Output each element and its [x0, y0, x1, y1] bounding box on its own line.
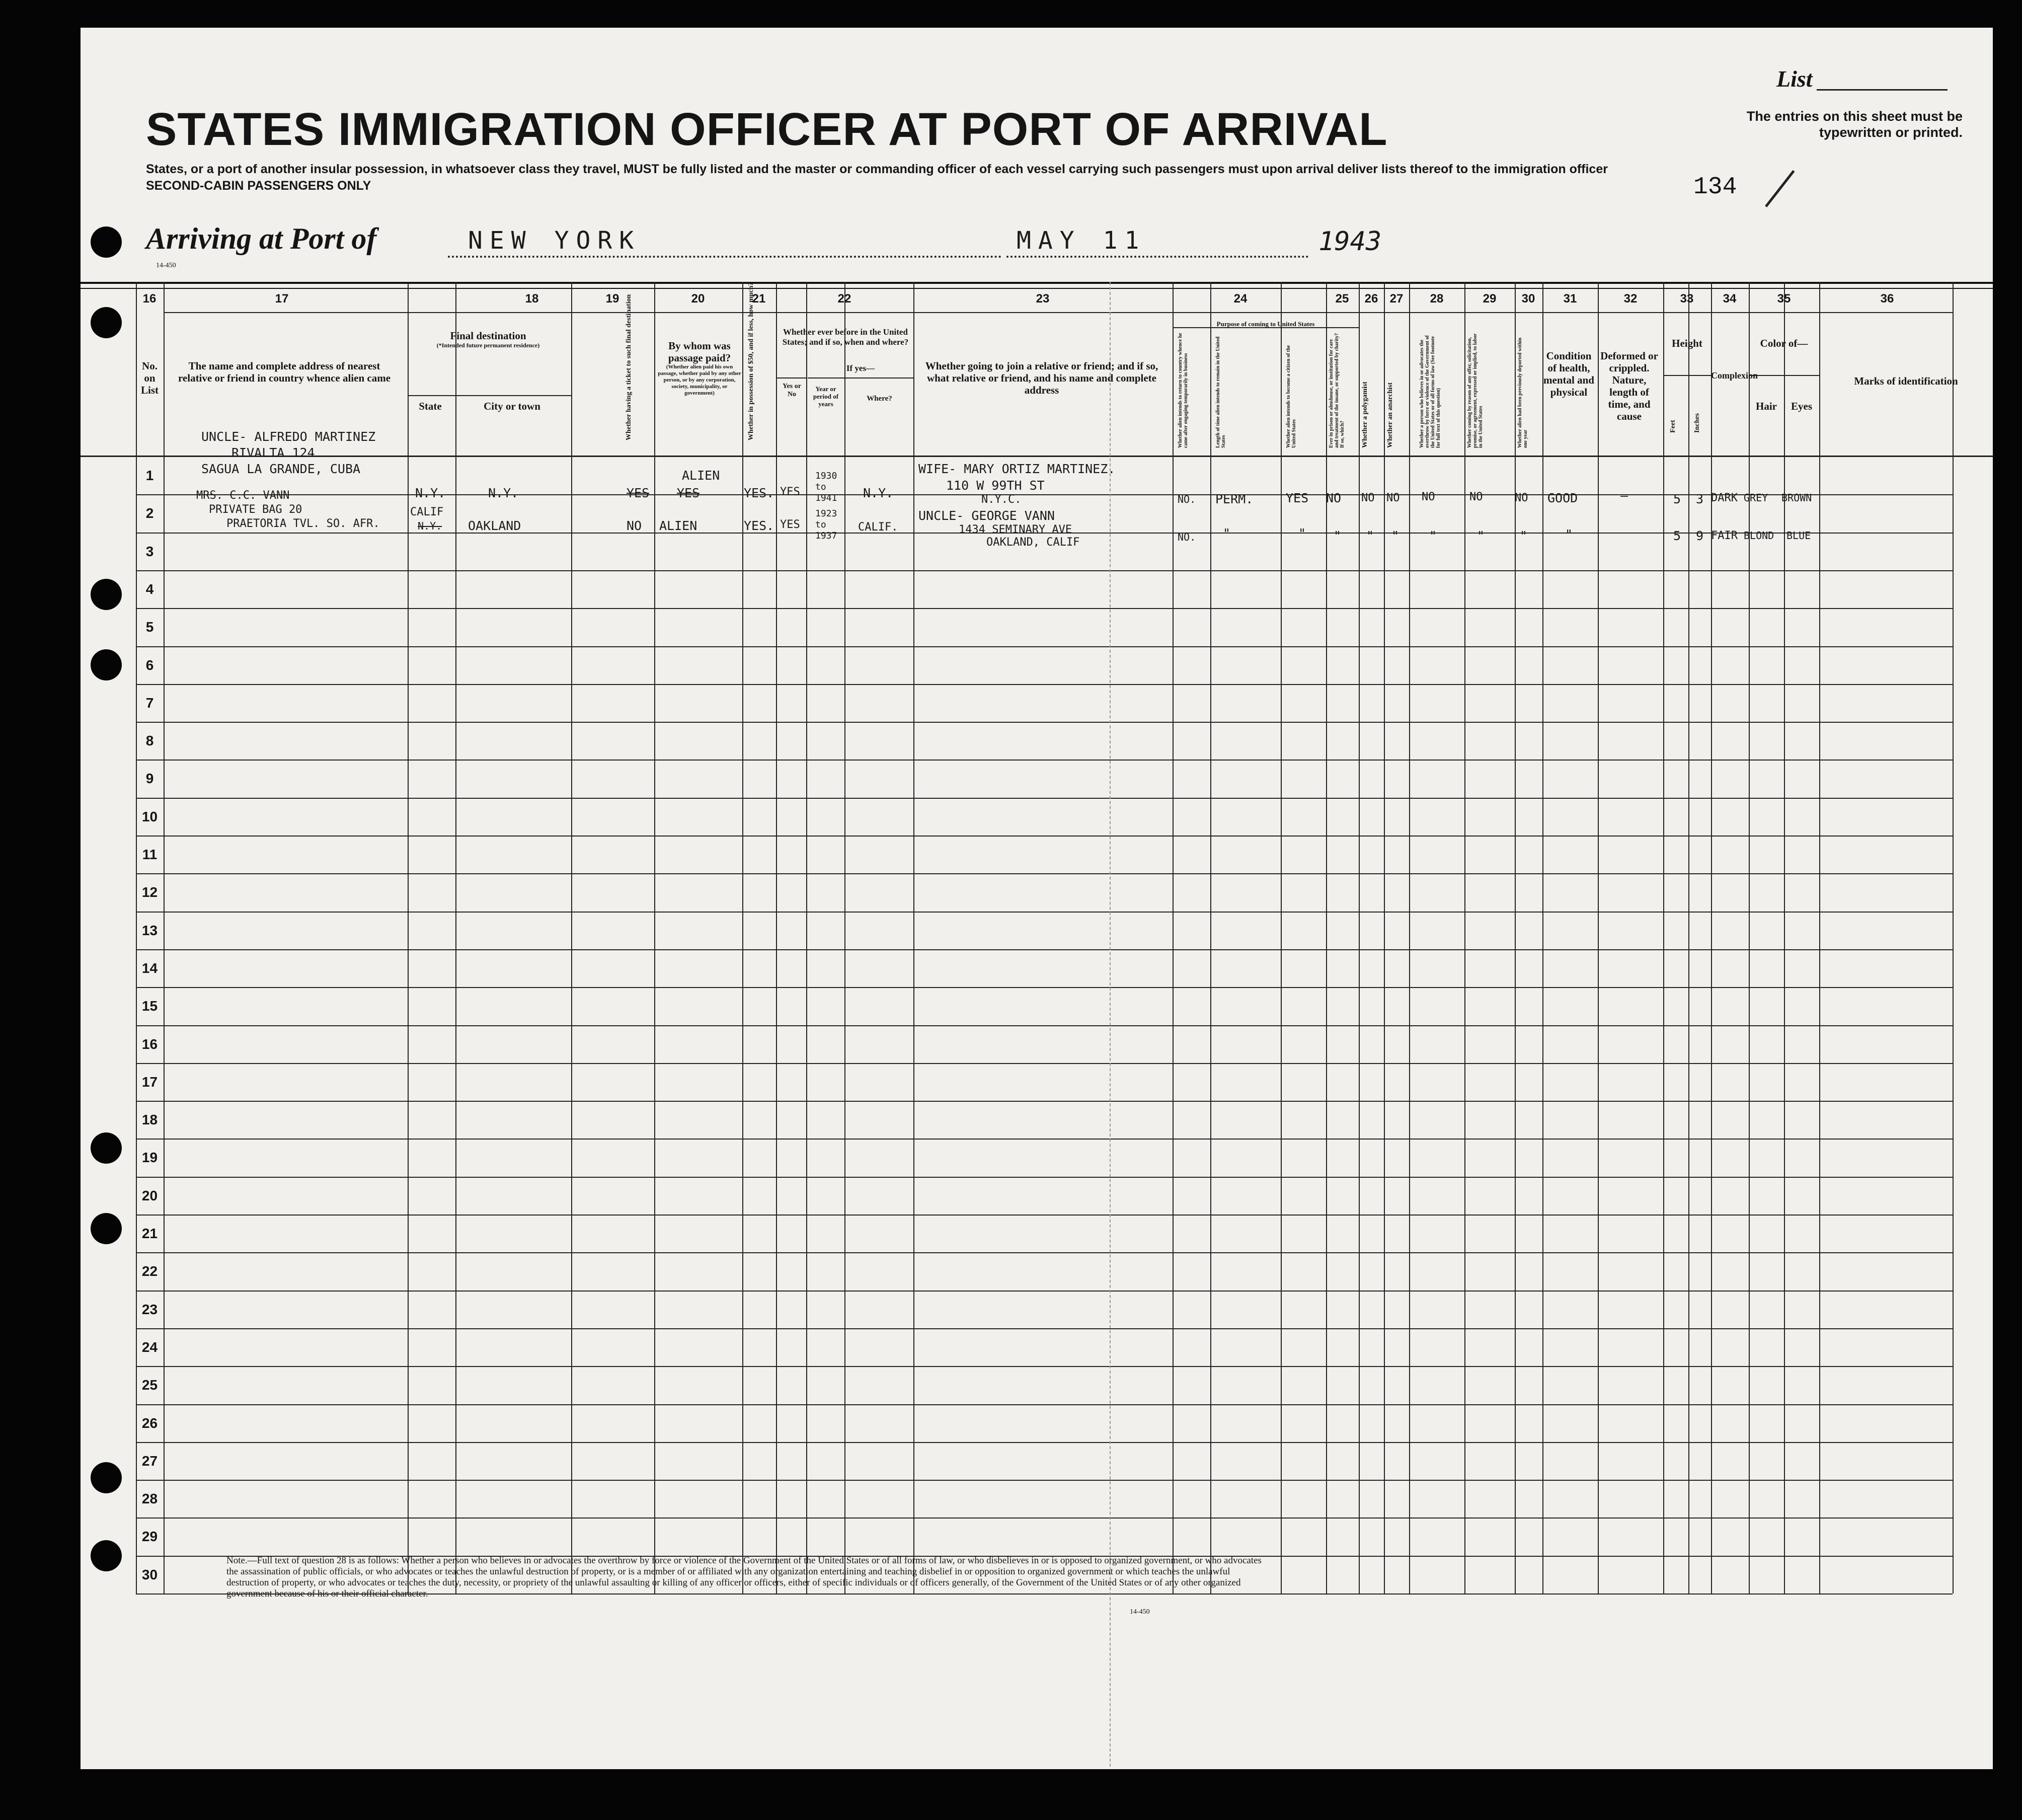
dest-state: CALIF	[410, 506, 444, 518]
table-top-rule-2	[81, 288, 1993, 289]
column-number: 24	[1233, 292, 1248, 306]
header-relative: The name and complete address of nearest relative or friend in country whence alien came	[178, 360, 391, 384]
header-subrule	[1749, 375, 1819, 376]
header-where: Where?	[867, 395, 892, 403]
row-rule	[136, 987, 1953, 988]
column-rule	[1663, 282, 1664, 1594]
where-in-us: CALIF.	[858, 521, 898, 534]
row-rule	[136, 912, 1953, 913]
column-number: 17	[275, 292, 289, 306]
column-number: 27	[1389, 292, 1404, 306]
header-yes-no: Yes or No	[783, 383, 801, 398]
arrival-port: NEW YORK	[468, 226, 641, 255]
header-anarchist: Whether an anarchist	[1386, 382, 1394, 448]
column-rule	[913, 282, 914, 1594]
header-subrule	[408, 395, 571, 396]
dest-state: N.Y.	[415, 486, 446, 500]
column-number: 23	[1036, 292, 1050, 306]
column-rule	[1953, 282, 1954, 1594]
polygamist: "	[1366, 528, 1374, 543]
column-number: 22	[837, 292, 851, 306]
punch-hole	[91, 226, 122, 258]
column-rule	[1711, 282, 1712, 1594]
punch-hole	[91, 649, 122, 680]
header-height: Height	[1672, 337, 1702, 349]
before-in-us: YES	[780, 518, 800, 531]
punch-hole	[91, 1132, 122, 1164]
row-rule	[136, 760, 1953, 761]
row-rule	[136, 1177, 1953, 1178]
health: "	[1565, 527, 1573, 542]
header-color: Color of—	[1760, 337, 1808, 349]
row-number: 4	[145, 581, 154, 597]
header-final-destination-label: Final destination	[450, 330, 526, 342]
header-paid-by-note: (Whether alien paid his own passage, whether paid by any other person, or by any corporation, society, municipality, or government)	[658, 364, 741, 396]
relative-address: RIVALTA 124	[231, 445, 315, 460]
fifty-dollars: YES.	[744, 486, 774, 500]
header-joining: Whether going to join a relative or friend; and if so, what relative or friend, and his name and complete address	[925, 360, 1158, 396]
row-number: 7	[145, 695, 154, 711]
row-rule	[136, 1328, 1953, 1329]
column-rule	[1281, 282, 1282, 1594]
row-number: 25	[141, 1377, 158, 1393]
q29-answer: NO	[1469, 491, 1483, 503]
row-rule	[136, 1252, 1953, 1253]
health: GOOD	[1547, 491, 1578, 505]
row-number: 17	[141, 1074, 158, 1090]
header-prison: Ever in prison or almshouse, or institution for care and treatment of the insane, or supported by charity? If so, which?	[1329, 333, 1345, 448]
length-of-stay: PERM.	[1215, 492, 1254, 506]
column-rule	[844, 282, 845, 1594]
manifest-sheet	[81, 28, 1993, 1769]
dest-city: OAKLAND	[468, 518, 521, 533]
column-rule	[776, 282, 777, 1594]
row-rule	[136, 570, 1953, 571]
punch-hole	[91, 1213, 122, 1244]
row-rule	[136, 1480, 1953, 1481]
header-subtitle: States, or a port of another insular possession, in whatsoever class they travel, MUST be fully listed and the master or commanding officer of each vessel carrying such passengers must upon arrival deliver lists thereof to the immigration officer	[146, 162, 1608, 176]
column-rule	[408, 282, 409, 1594]
row-number: 13	[141, 922, 158, 938]
row-number: 29	[141, 1529, 158, 1545]
row-rule	[136, 1366, 1953, 1367]
form-code-bottom: 14-450	[1130, 1608, 1150, 1616]
header-subrule	[808, 377, 913, 378]
header-deformed: Deformed or crippled. Nature, length of time, and cause	[1600, 350, 1658, 422]
paid-by: ALIEN	[682, 468, 720, 483]
row-number: 22	[141, 1263, 158, 1279]
header-return: Whether alien intends to return to country whence he came after engaging temporarily in business	[1178, 333, 1189, 448]
header-paid-by-label: By whom was passage paid?	[668, 340, 731, 364]
footnote: Note.—Full text of question 28 is as follows: Whether a person who believes in or advocates the overthrow by force or violence of the Government of the United States or of all forms of law, or who disbelieves in or is opposed to organized government, or who advocates the assassination of public officials, or who advocates or teaches the unlawful destruction of property, or is a member of or affiliated with any organization entertaining and teaching disbelief in or opposition to organized government or which teaches the unlawful destruction of property, or who advocates or teaches the duty, necessity, or propriety of the unlawful assaulting or killing of any officer or officers, either of specific individuals or of officers generally, of the Government of the United States or of any other organized government because of his or their official character.	[226, 1555, 1262, 1599]
header-rule	[81, 456, 1993, 457]
list-underline	[1817, 89, 1948, 91]
punch-hole	[91, 1462, 122, 1493]
relative-address: PRIVATE BAG 20	[209, 503, 302, 516]
column-number: 20	[691, 292, 705, 306]
paid-by: ALIEN	[659, 518, 697, 533]
relative-city: PRAETORIA TVL. SO. AFR.	[226, 517, 380, 530]
header-subtitle-2: SECOND-CABIN PASSENGERS ONLY	[146, 179, 371, 193]
column-number: 35	[1777, 292, 1791, 306]
column-rule	[571, 282, 572, 1594]
row-rule	[136, 1404, 1953, 1405]
row-number: 30	[141, 1566, 158, 1582]
date-dotted-line	[1006, 256, 1308, 258]
list-label: List	[1776, 66, 1813, 92]
citizen-intent: YES	[1286, 491, 1309, 505]
where-in-us: N.Y.	[863, 486, 894, 500]
joining-address: 110 W 99TH ST	[946, 478, 1045, 493]
table-top-rule	[81, 282, 1993, 284]
row-number: 6	[145, 657, 154, 673]
header-marks: Marks of identification	[1854, 375, 1958, 387]
polygamist: NO	[1361, 492, 1375, 504]
deported: NO	[1515, 492, 1528, 504]
arrival-year: 1943	[1318, 226, 1382, 257]
return-intent: NO.	[1178, 493, 1196, 505]
row-number: 20	[141, 1187, 158, 1203]
punch-hole	[91, 307, 122, 338]
complexion: DARK	[1711, 492, 1738, 504]
relative-city: SAGUA LA GRANDE, CUBA	[201, 462, 361, 476]
row-rule	[136, 949, 1953, 950]
joining-name: WIFE- MARY ORTIZ MARTINEZ.	[918, 462, 1116, 476]
row-rule	[136, 1518, 1953, 1519]
column-number: 25	[1335, 292, 1349, 306]
hair-color: BLOND	[1744, 529, 1774, 542]
height-inches: 9	[1696, 528, 1704, 543]
arrival-date: MAY 11	[1017, 226, 1146, 255]
row-number: 3	[145, 543, 154, 559]
eye-color: BROWN	[1781, 492, 1812, 504]
column-number: 34	[1723, 292, 1737, 306]
column-number: 31	[1563, 292, 1577, 306]
row-rule	[136, 1442, 1953, 1443]
row-number: 14	[141, 960, 158, 976]
prison: "	[1334, 528, 1342, 543]
header-subrule	[776, 377, 806, 378]
relative-name: MRS. C.C. VANN	[196, 489, 290, 502]
q29-answer: "	[1477, 528, 1485, 543]
row-rule	[136, 684, 1953, 685]
complexion: FAIR	[1711, 529, 1738, 542]
column-rule	[1688, 282, 1689, 1594]
column-rule	[1749, 282, 1750, 1594]
ticket: NO	[627, 518, 642, 533]
form-code: 14-450	[156, 262, 176, 269]
header-final-destination-note: (*Intended future permanent residence)	[436, 342, 540, 349]
column-rule	[1173, 282, 1174, 1594]
column-number: 28	[1430, 292, 1444, 306]
header-eyes: Eyes	[1791, 400, 1812, 412]
column-number: 18	[525, 292, 539, 306]
header-polygamist: Whether a polygamist	[1361, 382, 1369, 448]
column-number: 33	[1680, 292, 1694, 306]
arrival-label: Arriving at Port of	[146, 222, 377, 255]
row-number: 15	[141, 998, 158, 1014]
column-rule	[1384, 282, 1385, 1594]
relative-name: UNCLE- ALFREDO MARTINEZ	[201, 429, 376, 444]
column-rule	[1819, 282, 1820, 1594]
row-rule	[136, 608, 1953, 609]
header-no-on-list: No. on List	[140, 360, 159, 396]
column-rule	[1409, 282, 1410, 1594]
entries-note: The entries on this sheet must be typewritten or printed.	[1746, 109, 1963, 140]
row-number: 19	[141, 1150, 158, 1166]
column-number: 29	[1483, 292, 1497, 306]
column-rule	[455, 282, 456, 1594]
header-complexion: Complexion	[1711, 370, 1758, 381]
anarchist: NO	[1386, 492, 1400, 504]
column-rule	[1598, 282, 1599, 1594]
punch-hole	[91, 579, 122, 610]
column-rule	[742, 282, 743, 1594]
page-title: STATES IMMIGRATION OFFICER AT PORT OF ARRIVAL	[146, 104, 1388, 155]
header-if-yes: If yes—	[846, 363, 875, 373]
column-rule	[1515, 282, 1516, 1594]
header-deported: Whether alien had been previously deported within one year	[1517, 337, 1528, 448]
before-in-us: YES	[780, 486, 800, 498]
citizen-intent: "	[1298, 526, 1306, 541]
row-number: 23	[141, 1301, 158, 1317]
header-health: Condition of health, mental and physical	[1543, 350, 1594, 398]
length-of-stay: "	[1223, 526, 1231, 541]
row-number: 21	[141, 1226, 158, 1241]
row-rule	[136, 1025, 1953, 1026]
header-q29: Whether coming by reason of any offer, solicitation, promise, or agreement, expressed or implied, to labor in the United States	[1467, 333, 1484, 448]
header-city: City or town	[484, 400, 540, 412]
row-number: 26	[141, 1415, 158, 1431]
column-rule	[1542, 282, 1543, 1594]
row-number: 11	[142, 847, 158, 862]
row-rule	[136, 722, 1953, 723]
years-in-us: 1923 to 1937	[815, 508, 837, 541]
return-intent: NO.	[1178, 531, 1196, 543]
row-rule	[136, 646, 1953, 647]
ticket: YES	[627, 486, 650, 500]
header-inches: Inches	[1693, 413, 1701, 433]
joining-city: OAKLAND, CALIF	[986, 536, 1080, 549]
row-rule	[136, 798, 1953, 799]
q28-answer: "	[1429, 528, 1437, 543]
joining-city: N.Y.C.	[981, 493, 1022, 506]
column-rule	[1464, 282, 1465, 1594]
header-state: State	[419, 400, 442, 412]
row-rule	[136, 1291, 1953, 1292]
header-fifty-dollars: Whether in possession of $50, and if less, how much?	[747, 282, 755, 440]
eye-color: BLUE	[1786, 529, 1811, 542]
row-rule	[136, 1063, 1953, 1064]
column-rule	[806, 282, 807, 1594]
paid-by-struck: YES	[677, 486, 700, 500]
header-purpose: Purpose of coming to United States	[1216, 320, 1315, 328]
anarchist: "	[1391, 528, 1399, 543]
years-in-us: 1930 to 1941	[815, 471, 837, 503]
row-number: 10	[141, 808, 158, 824]
row-rule	[136, 836, 1953, 837]
row-number: 18	[141, 1112, 158, 1128]
deported: "	[1520, 528, 1528, 543]
fold-crease	[1110, 282, 1111, 1767]
row-rule	[136, 1101, 1953, 1102]
row-rule	[136, 1215, 1953, 1216]
height-inches: 3	[1696, 492, 1704, 506]
header-years: Year or period of years	[813, 385, 839, 408]
joining-name: UNCLE- GEORGE VANN	[918, 508, 1055, 523]
header-rule	[164, 312, 1953, 313]
height-feet: 5	[1673, 492, 1681, 506]
column-number: 26	[1364, 292, 1378, 306]
header-q28: Whether a person who believes in or advocates the overthrow by force or violence of the Government of the United States or of all forms of law (See footnote for full text of this question)	[1419, 335, 1441, 448]
row-rule	[136, 1139, 1953, 1140]
row-number: 1	[145, 468, 154, 483]
row-number: 28	[141, 1491, 158, 1507]
row-number: 24	[141, 1339, 158, 1355]
fifty-dollars: YES.	[744, 518, 774, 533]
port-dotted-line	[448, 256, 1001, 258]
column-rule	[1210, 282, 1211, 1594]
row-number: 5	[145, 619, 154, 635]
header-before-in-us: Whether ever before in the United States; and if so, when and where?	[782, 327, 909, 347]
deformed: —	[1620, 488, 1628, 503]
column-number: 21	[752, 292, 766, 306]
row-number: 16	[141, 1036, 158, 1052]
row-number: 8	[145, 733, 154, 749]
column-rule	[1359, 282, 1360, 1594]
row-number: 2	[145, 505, 154, 521]
prison: NO	[1326, 491, 1342, 505]
column-number: 36	[1880, 292, 1894, 306]
height-feet: 5	[1673, 528, 1681, 543]
arrival-line	[146, 221, 1555, 262]
header-paid-by	[657, 340, 742, 397]
dest-state-struck: N.Y.	[418, 520, 442, 532]
column-rule	[654, 282, 655, 1594]
check-mark-icon	[1759, 165, 1795, 207]
row-number: 9	[145, 771, 154, 787]
row-number: 12	[141, 884, 158, 900]
column-number: 16	[142, 292, 157, 306]
header-final-destination	[408, 330, 569, 349]
header-citizen: Whether alien intends to become a citizen of the United States	[1286, 345, 1297, 448]
list-number: 134	[1693, 174, 1737, 201]
punch-hole	[91, 1540, 122, 1571]
column-rule	[164, 282, 165, 1594]
row-rule	[136, 873, 1953, 874]
column-number: 19	[605, 292, 619, 306]
joining-address: 1434 SEMINARY AVE	[959, 523, 1072, 536]
q28-answer: NO	[1422, 491, 1435, 503]
row-number: 27	[141, 1453, 158, 1469]
header-feet: Feet	[1669, 420, 1677, 433]
hair-color: GREY	[1744, 492, 1768, 504]
header-hair: Hair	[1756, 400, 1777, 412]
header-length-of-stay: Length of time alien intends to remain in the United States	[1215, 336, 1226, 448]
column-rule	[1326, 282, 1327, 1594]
header-instructions	[146, 161, 1756, 194]
column-rule	[1784, 282, 1785, 1594]
column-number: 32	[1623, 292, 1638, 306]
column-number: 30	[1521, 292, 1535, 306]
header-ticket: Whether having a ticket to such final destination	[625, 294, 633, 440]
dest-city: N.Y.	[488, 486, 519, 500]
